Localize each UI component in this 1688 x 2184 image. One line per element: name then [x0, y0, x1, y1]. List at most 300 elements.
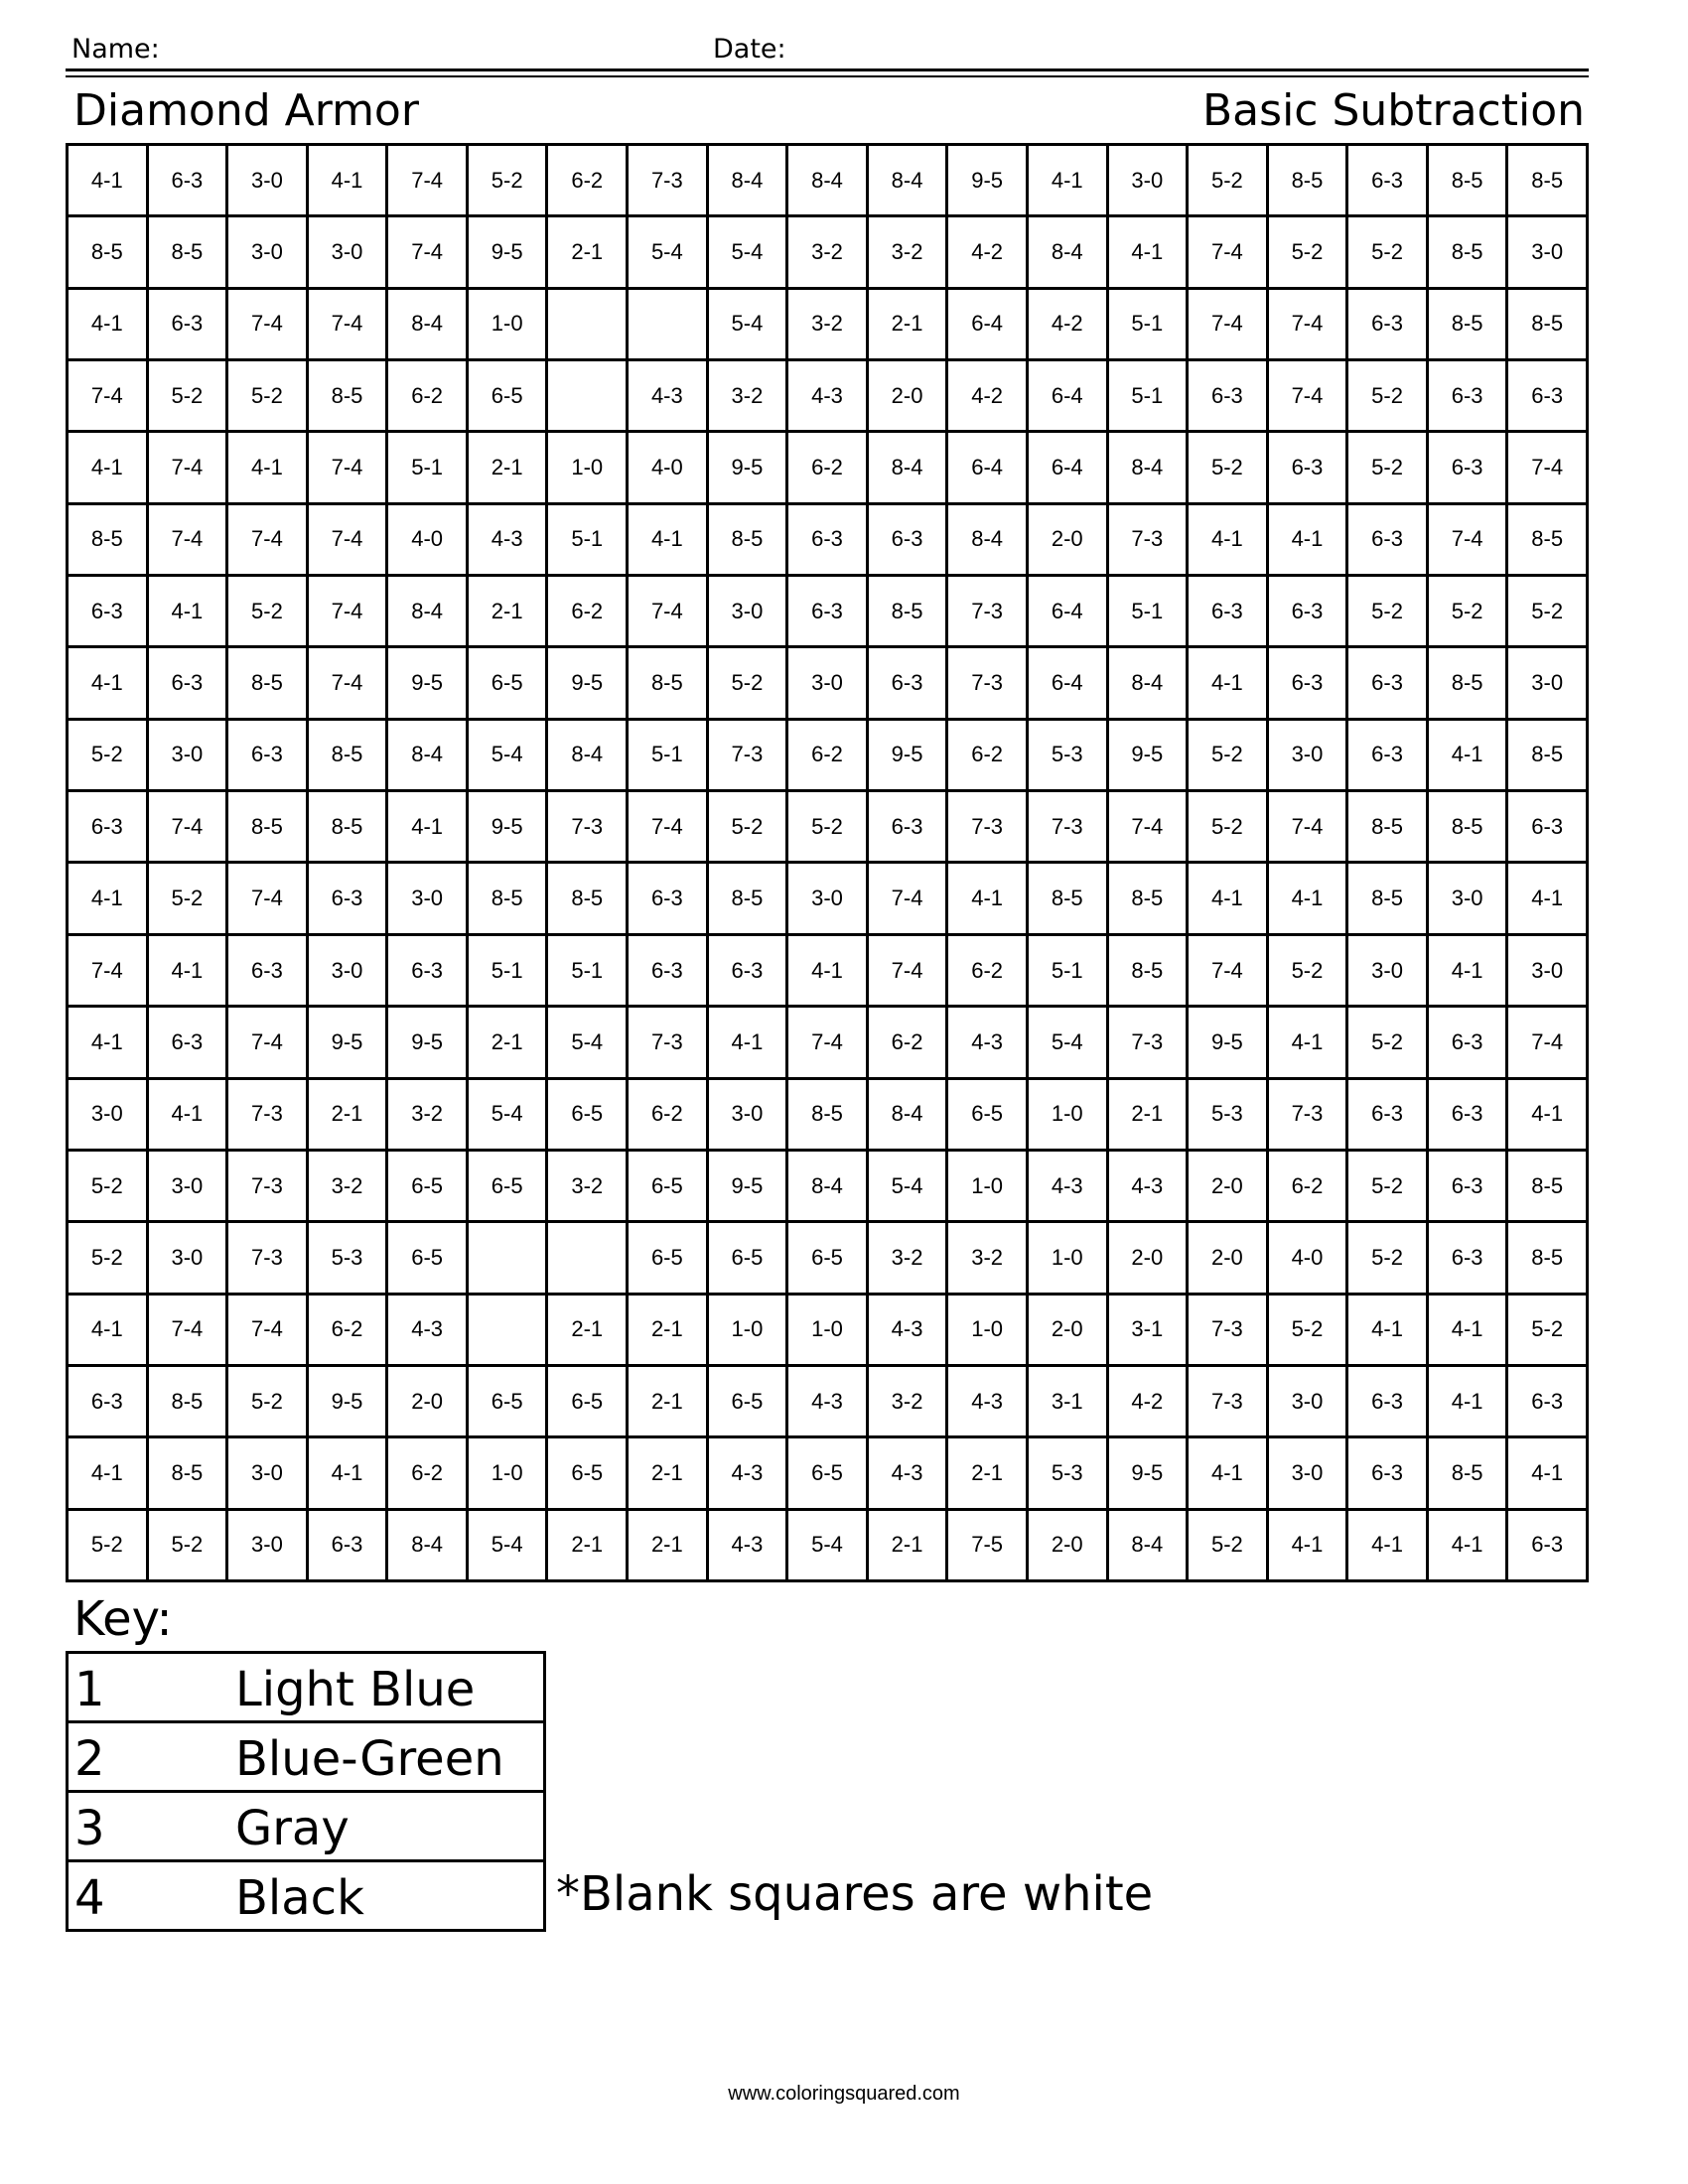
name-label: Name: — [71, 34, 160, 65]
grid-cell: 1-0 — [469, 290, 549, 361]
grid-cell: 7-4 — [1269, 290, 1349, 361]
grid-cell: 4-3 — [948, 1367, 1029, 1438]
key-table — [66, 1651, 546, 1932]
grid-cell: 8-5 — [149, 217, 229, 289]
puzzle-grid — [66, 143, 1589, 1582]
grid-cell: 7-3 — [228, 1080, 309, 1152]
grid-cell: 5-2 — [69, 721, 149, 792]
grid-cell: 2-1 — [469, 577, 549, 648]
grid-cell: 6-3 — [629, 864, 709, 935]
grid-cell: 6-3 — [149, 146, 229, 217]
grid-cell: 4-1 — [1269, 505, 1349, 577]
grid-cell: 6-3 — [1189, 577, 1269, 648]
key-color-name: Blue-Green — [235, 1731, 504, 1787]
grid-cell: 5-4 — [709, 217, 789, 289]
grid-cell: 5-1 — [1029, 936, 1109, 1008]
grid-cell: 3-2 — [788, 290, 869, 361]
grid-cell: 6-4 — [948, 290, 1029, 361]
key-row — [69, 1793, 546, 1862]
key-label: Key: — [73, 1591, 173, 1647]
grid-cell: 6-3 — [1348, 721, 1429, 792]
grid-cell: 4-0 — [388, 505, 469, 577]
grid-cell: 6-5 — [629, 1152, 709, 1223]
grid-cell: 3-0 — [1429, 864, 1509, 935]
grid-cell: 6-2 — [788, 433, 869, 504]
grid-cell: 6-5 — [629, 1223, 709, 1295]
grid-cell: 9-5 — [1109, 721, 1190, 792]
grid-cell: 8-5 — [469, 864, 549, 935]
header-row — [71, 30, 1589, 66]
grid-cell: 4-3 — [709, 1511, 789, 1582]
grid-cell: 3-2 — [788, 217, 869, 289]
grid-cell: 4-1 — [1269, 864, 1349, 935]
grid-cell: 6-3 — [1508, 1511, 1589, 1582]
grid-cell: 5-4 — [709, 290, 789, 361]
grid-cell: 2-1 — [548, 1296, 629, 1367]
grid-cell: 4-1 — [1269, 1511, 1349, 1582]
grid-cell: 4-1 — [1429, 1511, 1509, 1582]
grid-cell: 5-4 — [548, 1008, 629, 1079]
grid-cell: 4-3 — [948, 1008, 1029, 1079]
grid-cell: 7-3 — [629, 1008, 709, 1079]
grid-cell: 4-1 — [1189, 864, 1269, 935]
grid-cell: 7-4 — [228, 1296, 309, 1367]
grid-cell: 6-3 — [1348, 1438, 1429, 1510]
grid-cell: 3-0 — [1269, 1367, 1349, 1438]
grid-cell: 3-2 — [869, 217, 949, 289]
grid-cell: 6-5 — [709, 1367, 789, 1438]
grid-cell: 6-2 — [629, 1080, 709, 1152]
grid-cell: 4-1 — [1508, 1080, 1589, 1152]
grid-cell: 3-0 — [309, 936, 389, 1008]
grid-cell: 3-2 — [948, 1223, 1029, 1295]
grid-cell: 6-3 — [1348, 1080, 1429, 1152]
grid-cell: 6-3 — [1348, 505, 1429, 577]
grid-cell: 7-3 — [1269, 1080, 1349, 1152]
grid-cell: 2-0 — [1029, 1511, 1109, 1582]
grid-cell: 4-1 — [948, 864, 1029, 935]
grid-cell: 8-5 — [309, 361, 389, 433]
grid-cell: 7-3 — [1189, 1367, 1269, 1438]
grid-cell: 5-4 — [788, 1511, 869, 1582]
grid-cell: 7-4 — [1508, 433, 1589, 504]
grid-cell: 6-3 — [1269, 577, 1349, 648]
grid-cell: 8-5 — [709, 864, 789, 935]
grid-cell: 8-5 — [149, 1367, 229, 1438]
grid-cell: 6-5 — [948, 1080, 1029, 1152]
grid-cell: 2-1 — [548, 217, 629, 289]
grid-cell: 8-5 — [228, 792, 309, 864]
grid-cell: 3-0 — [709, 577, 789, 648]
grid-cell: 9-5 — [948, 146, 1029, 217]
grid-cell: 5-3 — [309, 1223, 389, 1295]
grid-cell: 7-3 — [948, 792, 1029, 864]
grid-cell: 8-5 — [1269, 146, 1349, 217]
grid-cell: 6-3 — [788, 577, 869, 648]
grid-cell: 4-1 — [629, 505, 709, 577]
grid-cell: 5-2 — [1189, 792, 1269, 864]
grid-cell: 4-1 — [1029, 146, 1109, 217]
grid-cell: 7-3 — [948, 577, 1029, 648]
grid-cell: 6-3 — [1429, 1152, 1509, 1223]
grid-cell: 5-2 — [149, 361, 229, 433]
grid-cell: 8-5 — [149, 1438, 229, 1510]
grid-cell: 2-0 — [1029, 1296, 1109, 1367]
grid-cell: 3-1 — [1029, 1367, 1109, 1438]
grid-cell: 7-5 — [948, 1511, 1029, 1582]
grid-cell: 5-4 — [469, 721, 549, 792]
grid-cell: 6-3 — [149, 1008, 229, 1079]
grid-cell: 3-0 — [1508, 217, 1589, 289]
grid-cell: 6-3 — [869, 792, 949, 864]
grid-cell: 6-3 — [309, 1511, 389, 1582]
grid-cell: 4-3 — [788, 361, 869, 433]
grid-cell: 9-5 — [388, 1008, 469, 1079]
grid-cell: 6-4 — [1029, 577, 1109, 648]
grid-cell: 3-2 — [869, 1367, 949, 1438]
grid-cell: 9-5 — [709, 1152, 789, 1223]
grid-cell: 6-2 — [788, 721, 869, 792]
grid-cell: 2-1 — [548, 1511, 629, 1582]
key-number: 4 — [74, 1870, 105, 1926]
header-rule-thick — [66, 68, 1589, 71]
grid-cell: 4-1 — [709, 1008, 789, 1079]
grid-cell: 4-1 — [1508, 864, 1589, 935]
grid-cell: 5-2 — [1189, 146, 1269, 217]
grid-cell: 4-1 — [149, 1080, 229, 1152]
grid-cell: 8-4 — [388, 577, 469, 648]
grid-cell: 6-3 — [69, 792, 149, 864]
grid-cell: 4-1 — [1429, 936, 1509, 1008]
key-color-name: Light Blue — [235, 1662, 476, 1717]
grid-cell: 8-5 — [1109, 936, 1190, 1008]
grid-cell: 7-4 — [149, 505, 229, 577]
grid-cell — [548, 290, 629, 361]
grid-cell: 8-4 — [388, 1511, 469, 1582]
grid-cell: 3-0 — [1348, 936, 1429, 1008]
grid-cell: 4-3 — [788, 1367, 869, 1438]
grid-cell: 8-4 — [869, 1080, 949, 1152]
grid-cell: 1-0 — [788, 1296, 869, 1367]
grid-cell: 2-0 — [869, 361, 949, 433]
grid-cell: 6-2 — [388, 361, 469, 433]
grid-cell: 6-2 — [948, 936, 1029, 1008]
grid-cell: 2-1 — [629, 1296, 709, 1367]
key-color-name: Black — [235, 1870, 364, 1926]
grid-cell: 5-2 — [228, 577, 309, 648]
grid-cell: 7-4 — [1189, 217, 1269, 289]
grid-cell: 2-0 — [388, 1367, 469, 1438]
grid-cell: 6-3 — [69, 1367, 149, 1438]
grid-cell: 8-4 — [1109, 433, 1190, 504]
grid-cell: 7-4 — [1269, 792, 1349, 864]
grid-cell: 6-3 — [1508, 792, 1589, 864]
grid-cell: 4-1 — [1189, 648, 1269, 720]
grid-cell: 4-3 — [1029, 1152, 1109, 1223]
grid-cell: 7-4 — [69, 936, 149, 1008]
grid-cell: 5-2 — [149, 864, 229, 935]
grid-cell: 6-3 — [1348, 648, 1429, 720]
grid-cell: 8-4 — [709, 146, 789, 217]
grid-cell: 7-3 — [1109, 505, 1190, 577]
grid-cell: 5-1 — [1109, 361, 1190, 433]
grid-cell: 4-3 — [388, 1296, 469, 1367]
grid-cell: 9-5 — [869, 721, 949, 792]
grid-cell: 6-3 — [1269, 648, 1349, 720]
grid-cell: 7-3 — [709, 721, 789, 792]
grid-cell: 5-2 — [1508, 577, 1589, 648]
grid-cell: 8-5 — [1508, 721, 1589, 792]
grid-cell: 9-5 — [1189, 1008, 1269, 1079]
grid-cell: 6-5 — [388, 1152, 469, 1223]
date-label: Date: — [713, 34, 786, 65]
grid-cell — [469, 1223, 549, 1295]
grid-cell: 8-5 — [869, 577, 949, 648]
grid-cell: 5-2 — [1269, 217, 1349, 289]
key-row — [69, 1654, 546, 1723]
grid-cell: 7-3 — [948, 648, 1029, 720]
grid-cell: 7-4 — [629, 577, 709, 648]
grid-cell: 8-4 — [869, 433, 949, 504]
grid-cell: 8-5 — [1429, 217, 1509, 289]
key-row — [69, 1862, 546, 1932]
grid-cell — [469, 1296, 549, 1367]
grid-cell: 4-3 — [709, 1438, 789, 1510]
grid-cell: 7-3 — [1029, 792, 1109, 864]
grid-cell: 4-1 — [1189, 1438, 1269, 1510]
grid-cell — [548, 1223, 629, 1295]
grid-cell: 3-0 — [1508, 648, 1589, 720]
grid-cell: 4-1 — [1348, 1296, 1429, 1367]
key-row — [69, 1723, 546, 1793]
grid-cell: 8-5 — [228, 648, 309, 720]
grid-cell: 6-5 — [469, 1367, 549, 1438]
grid-cell: 3-0 — [69, 1080, 149, 1152]
grid-cell: 2-1 — [469, 1008, 549, 1079]
footer-url: www.coloringsquared.com — [728, 2083, 960, 2105]
grid-cell: 5-4 — [469, 1080, 549, 1152]
grid-cell: 3-0 — [228, 1438, 309, 1510]
grid-cell: 7-4 — [869, 864, 949, 935]
grid-cell: 6-3 — [309, 864, 389, 935]
grid-cell: 9-5 — [548, 648, 629, 720]
grid-cell: 6-2 — [548, 146, 629, 217]
grid-cell: 8-5 — [1429, 792, 1509, 864]
grid-cell: 7-4 — [788, 1008, 869, 1079]
grid-cell: 6-3 — [869, 648, 949, 720]
grid-cell: 6-5 — [548, 1438, 629, 1510]
grid-cell: 4-1 — [309, 1438, 389, 1510]
grid-cell: 6-2 — [948, 721, 1029, 792]
grid-cell: 9-5 — [388, 648, 469, 720]
grid-cell: 1-0 — [469, 1438, 549, 1510]
grid-cell: 7-4 — [228, 290, 309, 361]
grid-cell: 7-3 — [1109, 1008, 1190, 1079]
grid-cell: 5-2 — [709, 792, 789, 864]
grid-cell: 1-0 — [548, 433, 629, 504]
grid-cell: 3-0 — [309, 217, 389, 289]
blank-squares-note: *Blank squares are white — [556, 1866, 1154, 1922]
grid-cell: 5-1 — [629, 721, 709, 792]
grid-cell: 2-1 — [629, 1438, 709, 1510]
grid-cell: 4-1 — [388, 792, 469, 864]
grid-cell: 5-1 — [388, 433, 469, 504]
grid-cell: 4-1 — [1109, 217, 1190, 289]
grid-cell: 5-2 — [69, 1223, 149, 1295]
grid-cell: 7-4 — [69, 361, 149, 433]
grid-cell: 5-1 — [548, 505, 629, 577]
grid-cell: 6-3 — [1348, 1367, 1429, 1438]
grid-cell: 4-1 — [69, 1438, 149, 1510]
grid-cell: 5-2 — [709, 648, 789, 720]
grid-cell: 4-3 — [469, 505, 549, 577]
grid-cell: 3-1 — [1109, 1296, 1190, 1367]
grid-cell: 1-0 — [1029, 1223, 1109, 1295]
grid-cell: 3-0 — [149, 1223, 229, 1295]
grid-cell: 5-2 — [1348, 1223, 1429, 1295]
grid-cell: 5-2 — [1189, 721, 1269, 792]
grid-cell: 5-2 — [1348, 433, 1429, 504]
grid-cell: 5-2 — [1269, 1296, 1349, 1367]
grid-cell: 3-0 — [709, 1080, 789, 1152]
grid-cell: 8-5 — [1429, 1438, 1509, 1510]
grid-cell: 5-4 — [869, 1152, 949, 1223]
grid-cell: 8-5 — [1508, 1152, 1589, 1223]
grid-cell: 2-1 — [469, 433, 549, 504]
grid-cell: 8-5 — [1429, 146, 1509, 217]
grid-cell: 7-4 — [1429, 505, 1509, 577]
grid-cell: 6-5 — [788, 1223, 869, 1295]
grid-cell: 7-4 — [309, 505, 389, 577]
grid-cell: 8-4 — [788, 1152, 869, 1223]
grid-cell: 6-4 — [948, 433, 1029, 504]
grid-cell: 2-1 — [869, 290, 949, 361]
grid-cell: 5-2 — [1348, 1008, 1429, 1079]
grid-cell: 5-2 — [1269, 936, 1349, 1008]
grid-cell: 4-1 — [1269, 1008, 1349, 1079]
grid-cell: 3-0 — [788, 864, 869, 935]
grid-cell: 4-0 — [629, 433, 709, 504]
grid-cell: 7-4 — [309, 290, 389, 361]
grid-cell: 5-3 — [1189, 1080, 1269, 1152]
grid-cell: 7-3 — [629, 146, 709, 217]
grid-cell: 4-1 — [69, 290, 149, 361]
grid-cell — [548, 361, 629, 433]
grid-cell: 6-3 — [228, 721, 309, 792]
grid-cell: 4-1 — [228, 433, 309, 504]
grid-cell: 3-2 — [548, 1152, 629, 1223]
grid-cell: 5-1 — [469, 936, 549, 1008]
grid-cell: 4-2 — [948, 361, 1029, 433]
grid-cell: 5-2 — [1348, 361, 1429, 433]
grid-cell: 7-3 — [228, 1223, 309, 1295]
grid-cell: 8-4 — [869, 146, 949, 217]
key-number: 2 — [74, 1731, 105, 1787]
grid-cell: 2-1 — [309, 1080, 389, 1152]
grid-cell: 8-5 — [1429, 290, 1509, 361]
grid-cell: 6-3 — [149, 290, 229, 361]
grid-cell: 6-3 — [1189, 361, 1269, 433]
grid-cell: 7-4 — [228, 505, 309, 577]
grid-cell: 9-5 — [469, 792, 549, 864]
grid-cell: 7-4 — [1508, 1008, 1589, 1079]
grid-cell: 5-2 — [1189, 433, 1269, 504]
grid-cell: 8-5 — [1348, 792, 1429, 864]
grid-cell: 7-4 — [1189, 290, 1269, 361]
grid-cell: 2-1 — [1109, 1080, 1190, 1152]
grid-cell: 6-3 — [1508, 1367, 1589, 1438]
page-subtitle: Basic Subtraction — [1202, 85, 1585, 136]
grid-cell: 5-4 — [629, 217, 709, 289]
grid-cell: 4-1 — [1429, 1296, 1509, 1367]
grid-cell: 6-3 — [869, 505, 949, 577]
grid-cell: 4-1 — [1508, 1438, 1589, 1510]
grid-cell: 5-3 — [1029, 721, 1109, 792]
grid-cell: 4-1 — [1429, 1367, 1509, 1438]
grid-cell: 6-5 — [469, 361, 549, 433]
grid-cell: 4-2 — [948, 217, 1029, 289]
grid-cell: 5-2 — [1348, 1152, 1429, 1223]
grid-cell: 3-2 — [309, 1152, 389, 1223]
grid-cell: 6-2 — [388, 1438, 469, 1510]
grid-cell: 9-5 — [309, 1008, 389, 1079]
grid-cell: 4-3 — [869, 1296, 949, 1367]
grid-cell: 6-3 — [709, 936, 789, 1008]
grid-cell: 7-3 — [548, 792, 629, 864]
grid-cell: 5-2 — [228, 1367, 309, 1438]
grid-cell: 5-1 — [548, 936, 629, 1008]
grid-cell: 8-5 — [1508, 146, 1589, 217]
grid-cell: 8-4 — [788, 146, 869, 217]
key-color-name: Gray — [235, 1801, 350, 1856]
grid-cell: 6-5 — [548, 1367, 629, 1438]
grid-cell: 7-4 — [309, 648, 389, 720]
grid-cell: 5-4 — [469, 1511, 549, 1582]
grid-cell: 4-3 — [629, 361, 709, 433]
grid-cell: 1-0 — [709, 1296, 789, 1367]
grid-cell: 4-1 — [69, 1296, 149, 1367]
grid-cell: 3-0 — [1109, 146, 1190, 217]
grid-cell: 6-5 — [788, 1438, 869, 1510]
grid-cell: 5-2 — [228, 361, 309, 433]
grid-cell: 6-4 — [1029, 648, 1109, 720]
grid-cell: 2-1 — [629, 1511, 709, 1582]
grid-cell: 1-0 — [1029, 1080, 1109, 1152]
grid-cell: 5-3 — [1029, 1438, 1109, 1510]
grid-cell: 8-4 — [388, 290, 469, 361]
grid-cell: 5-2 — [1348, 577, 1429, 648]
grid-cell: 8-4 — [548, 721, 629, 792]
grid-cell: 6-4 — [1029, 433, 1109, 504]
grid-cell: 7-4 — [388, 146, 469, 217]
grid-cell: 9-5 — [709, 433, 789, 504]
grid-cell: 8-5 — [1109, 864, 1190, 935]
grid-cell: 5-2 — [788, 792, 869, 864]
grid-cell: 7-4 — [869, 936, 949, 1008]
grid-cell: 3-0 — [1508, 936, 1589, 1008]
grid-cell: 7-4 — [629, 792, 709, 864]
grid-cell: 8-5 — [69, 505, 149, 577]
grid-cell: 6-5 — [388, 1223, 469, 1295]
grid-cell: 7-4 — [228, 1008, 309, 1079]
grid-cell: 5-1 — [1109, 290, 1190, 361]
grid-cell: 3-0 — [788, 648, 869, 720]
key-number: 3 — [74, 1801, 105, 1856]
grid-cell: 8-4 — [948, 505, 1029, 577]
grid-cell: 4-1 — [1189, 505, 1269, 577]
grid-cell: 4-1 — [69, 864, 149, 935]
grid-cell: 1-0 — [948, 1296, 1029, 1367]
